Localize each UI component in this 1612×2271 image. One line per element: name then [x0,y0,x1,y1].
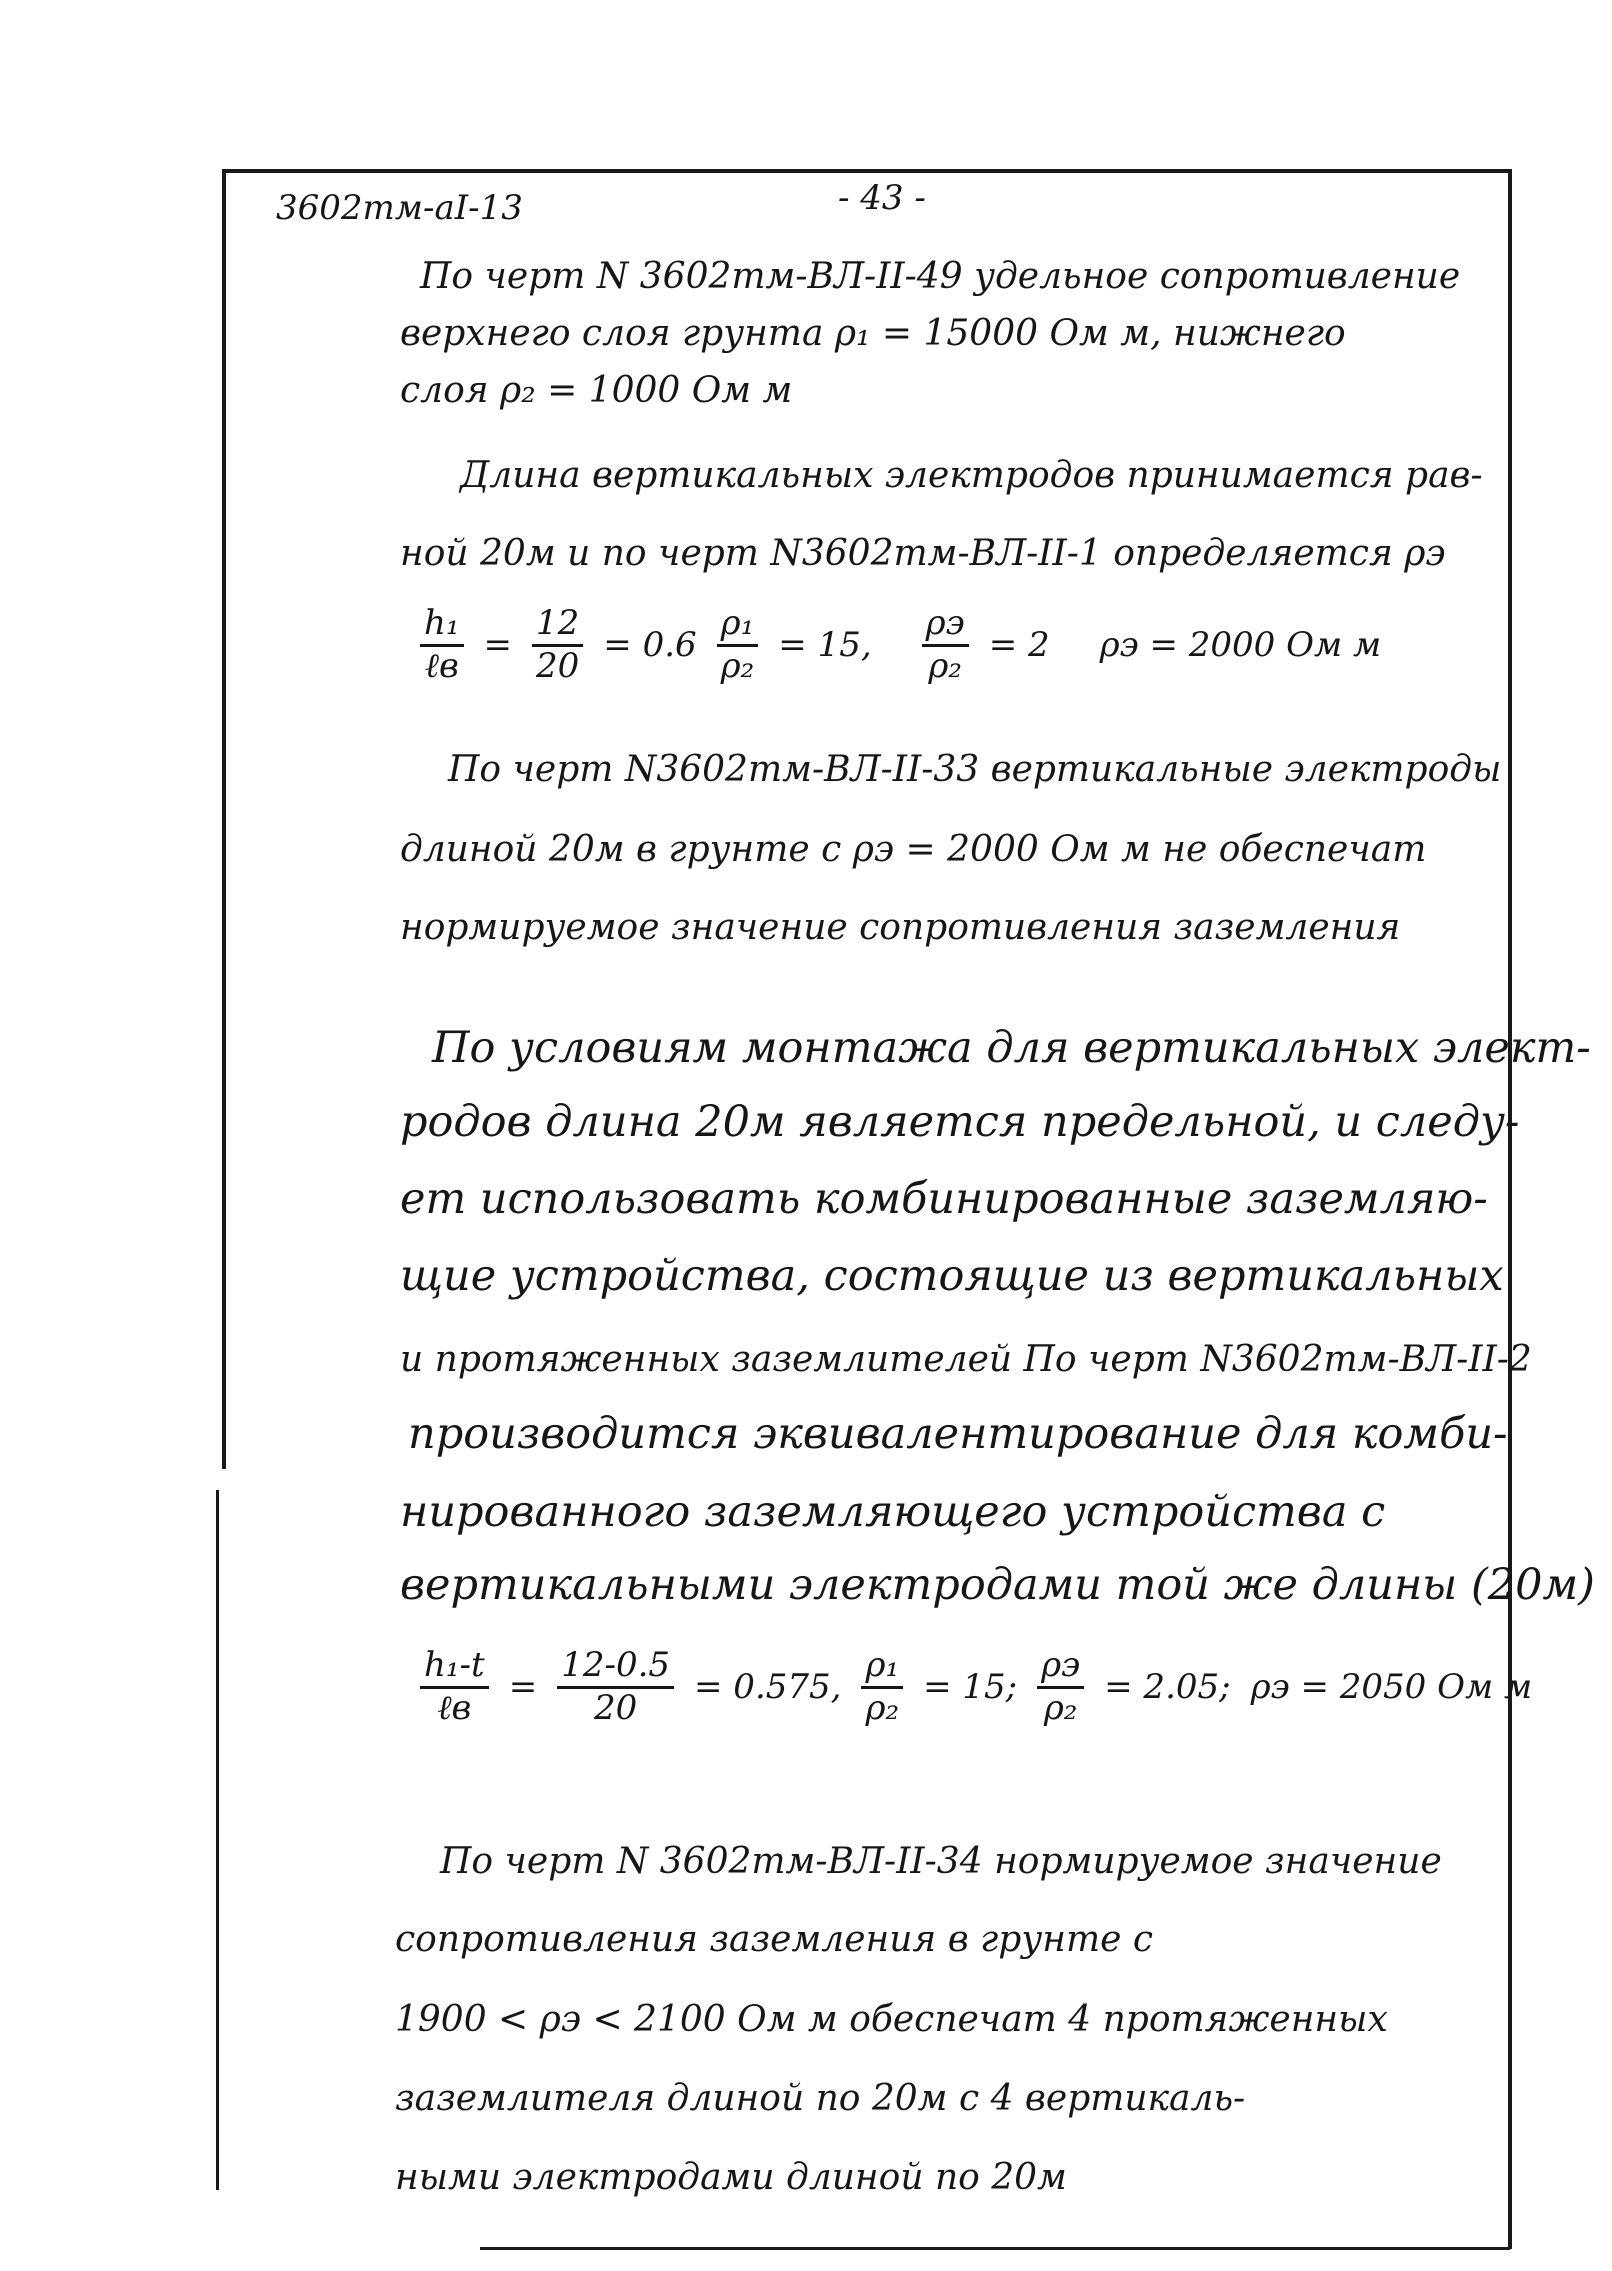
paragraph5-line1: По черт N 3602тм-ВЛ-II-34 нормируемое значение [440,1841,1442,1882]
fraction-11-5-over-20: $\frac{12-0.5}{20}$ [557,1648,674,1726]
paragraph4-line6: производится эквивалентирование для комби- [408,1409,1508,1459]
paragraph1-line1: По черт N 3602тм-ВЛ-II-49 удельное сопротивление [420,256,1461,297]
paragraph3-line2: длиной 20м в грунте с ρэ = 2000 Ом м не обеспечат [400,829,1427,870]
paragraph2-line1: Длина вертикальных электродов принимается рав- [460,455,1483,496]
paragraph5-line3: 1900 < ρэ < 2100 Ом м обеспечат 4 протяженных [395,1999,1388,2040]
paragraph5-line4: заземлителя длиной по 20м с 4 вертикаль- [395,2078,1246,2119]
formula-2: $\frac{\text{h₁-t}}{\text{ℓв}}$ = $\frac{12-0.5}{20}$ = 0.575, $\frac{\text{ρ₁}}{\text{ρ₂}}$ = 15; $\frac{\rho э}{\text{ρ₂}}$ = 2.05; ρэ = 2050 Ом м [410,1648,1542,1726]
paragraph3-line1: По черт N3602тм-ВЛ-II-33 вертикальные электроды [448,749,1502,790]
paragraph4-line3: ет использовать комбинированные заземляю- [400,1174,1488,1224]
paragraph4-line8: вертикальными электродами той же длины (20м) [400,1560,1595,1610]
frame-right-border [1508,169,1512,2249]
frame-bottom-border [480,2247,1510,2250]
paragraph4-line5: и протяженных заземлителей По черт N3602тм-ВЛ-II-2 [400,1339,1532,1380]
paragraph5-line2: сопротивления заземления в грунте с [395,1919,1153,1960]
paragraph4-line1: По условиям монтажа для вертикальных элект- [432,1023,1591,1073]
fraction-rhoe-over-rho2: $\frac{\rho э}{\text{ρ₂}}$ [922,606,969,684]
paragraph1-line3: слоя ρ₂ = 1000 Ом м [400,370,793,411]
fraction-rho1-over-rho2: $\frac{\text{ρ₁}}{\text{ρ₂}}$ [717,606,759,684]
paragraph2-line2: ной 20м и по черт N3602тм-ВЛ-II-1 определяется ρэ [400,533,1446,574]
formula-1-result: ρэ = 2000 Ом м [1099,625,1382,666]
document-code: 3602тм-аI-13 [276,188,523,228]
paragraph4-line2: родов длина 20м является предельной, и следу- [400,1097,1520,1147]
fraction-h-minus-t-over-l: $\frac{\text{h₁-t}}{\text{ℓв}}$ [420,1648,489,1726]
formula-1: $\frac{\text{h₁}}{\text{ℓв}}$ = $\frac{12}{20}$ = 0.6 $\frac{\text{ρ₁}}{\text{ρ₂}}$ = 15, $\frac{\rho э}{\text{ρ₂}}$ = 2 ρэ = 2000 Ом м [410,606,1391,684]
paragraph5-line5: ными электродами длиной по 20м [395,2157,1067,2198]
paragraph4-line4: щие устройства, состоящие из вертикальных [400,1251,1504,1301]
fraction-rho1-over-rho2-b: $\frac{\text{ρ₁}}{\text{ρ₂}}$ [861,1648,903,1726]
page-number: - 43 - [838,178,926,218]
formula-2-result: ρэ = 2050 Ом м [1250,1667,1533,1708]
fraction-rhoe-over-rho2-b: $\frac{\rho э}{\text{ρ₂}}$ [1037,1648,1084,1726]
fraction-h-over-l: $\frac{\text{h₁}}{\text{ℓв}}$ [420,606,464,684]
frame-top-border [222,169,1512,173]
paragraph3-line3: нормируемое значение сопротивления заземления [400,907,1401,948]
paragraph4-line7: нированного заземляющего устройства с [400,1487,1386,1537]
frame-left-border [222,169,226,1469]
paragraph1-line2: верхнего слоя грунта ρ₁ = 15000 Ом м, нижнего [400,313,1346,354]
fraction-12-over-20: $\frac{12}{20}$ [532,606,583,684]
frame-left-border-lower [216,1490,219,2190]
